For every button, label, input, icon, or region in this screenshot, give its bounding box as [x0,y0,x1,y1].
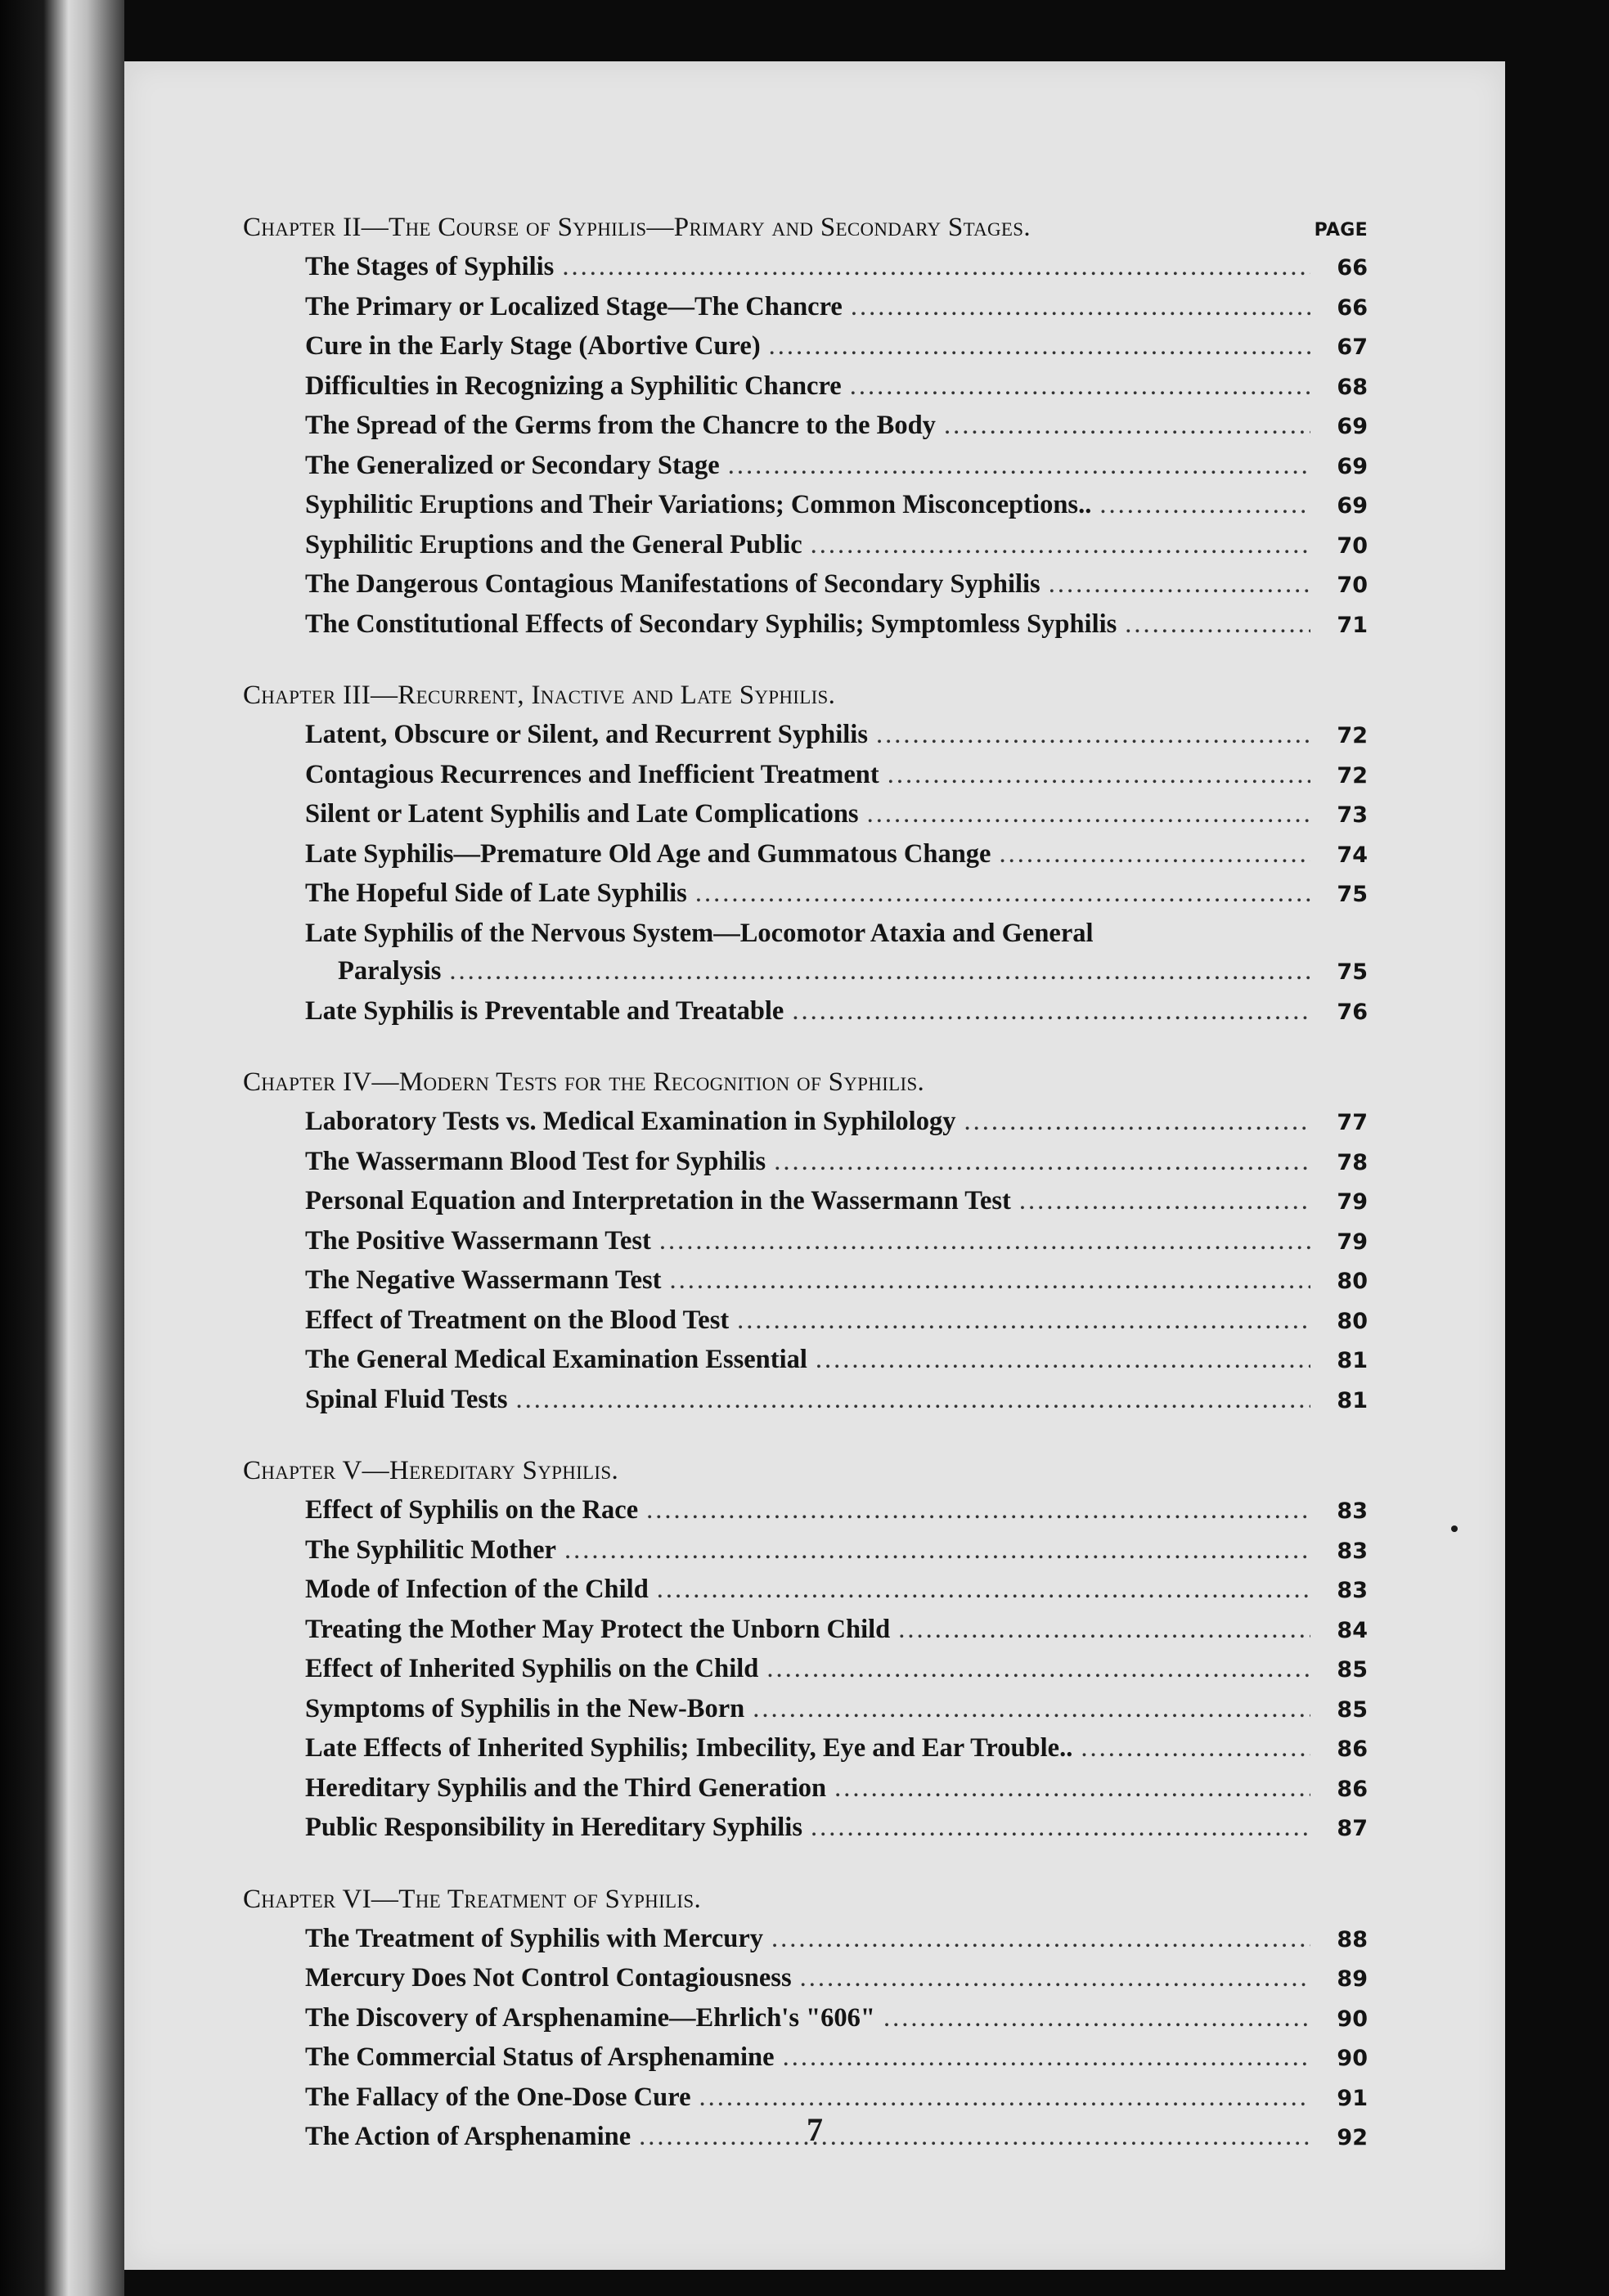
entry-page: 66 [1337,255,1368,281]
entry-page: 90 [1337,2046,1368,2071]
toc-entry [305,447,1368,487]
entry-page: 69 [1337,453,1368,479]
entry-title: Late Effects of Inherited Syphilis; Imbecility, Eye and Ear Trouble.. [305,1733,1073,1763]
entry-title: Hereditary Syphilis and the Third Generation [305,1773,827,1803]
chapter-section [243,1456,1368,1849]
entry-title: The Spread of the Germs from the Chancre to the Body [305,411,936,440]
page-column-header: PAGE [1314,220,1368,240]
book-spine [0,0,124,2296]
toc-entry [305,1341,1368,1381]
entry-page: 90 [1337,2006,1368,2032]
scan-speck [1451,1525,1458,1532]
leader-dots [774,1143,1310,1181]
entry-page: 70 [1337,532,1368,559]
entry-page: 70 [1337,573,1368,598]
entry-page: 85 [1337,1657,1368,1683]
entry-page: 72 [1337,723,1368,748]
leader-dots [646,1491,1310,1530]
toc-entry-multiline [305,914,1368,953]
entry-page: 86 [1337,1737,1368,1762]
toc-entry [305,1808,1368,1849]
toc-entry [305,992,1368,1032]
entry-page: 78 [1337,1149,1368,1175]
entry-page: 75 [1337,959,1368,985]
toc-entry [305,565,1368,605]
toc-entry [305,1729,1368,1769]
entry-page: 69 [1337,493,1368,519]
leader-dots [516,1381,1311,1419]
entry-title: The Treatment of Syphilis with Mercury [305,1923,764,1953]
chapter-title: Chapter III—Recurrent, Inactive and Late Syphilis. [243,681,836,710]
entry-page: 81 [1337,1348,1368,1373]
leader-dots [816,1341,1310,1379]
leader-dots [771,1920,1310,1958]
leader-dots [867,795,1310,833]
entry-title: Public Responsibility in Hereditary Syphilis [305,1813,802,1842]
entry-page: 80 [1337,1269,1368,1294]
toc-entry [305,1301,1368,1341]
toc-entry [305,795,1368,835]
entry-title: The Fallacy of the One-Dose Cure [305,2082,691,2112]
entry-title: Spinal Fluid Tests [305,1384,508,1414]
entry-page: 74 [1337,842,1368,868]
toc-entry [305,1769,1368,1809]
leader-dots [769,327,1310,366]
entry-title: Syphilitic Eruptions and Their Variations; Common Misconceptions.. [305,490,1092,519]
chapter-section [243,681,1368,1031]
entry-page: 87 [1337,1816,1368,1841]
leader-dots [888,756,1310,794]
toc-entry [305,716,1368,756]
entry-page: 75 [1337,882,1368,907]
toc-entry [305,1261,1368,1301]
entry-title: Mode of Infection of the Child [305,1575,649,1604]
chapter-title: Chapter II—The Course of Syphilis—Primary and Secondary Stages. [243,213,1031,242]
leader-dots [1019,1182,1310,1220]
entry-title: Treating the Mother May Protect the Unborn Child [305,1614,891,1644]
entry-page: 76 [1337,999,1368,1025]
leader-dots [944,407,1310,445]
toc-entry [305,1920,1368,1960]
toc-entry [305,1650,1368,1690]
toc-entry [305,1182,1368,1222]
entry-title: Difficulties in Recognizing a Syphilitic Chancre [305,371,842,401]
leader-dots [851,288,1310,326]
chapter-title: Chapter VI—The Treatment of Syphilis. [243,1884,701,1914]
entry-page: 92 [1337,2125,1368,2150]
toc-entry [305,327,1368,367]
chapter-section [243,1067,1368,1420]
toc-entry [305,1143,1368,1183]
leader-dots [564,1531,1310,1570]
entry-page: 73 [1337,802,1368,828]
leader-dots [800,1959,1310,1997]
entry-page: 88 [1337,1926,1368,1952]
entry-title: The Action of Arsphenamine [305,2122,631,2151]
toc-entry [305,526,1368,566]
toc-entry [305,874,1368,914]
toc-entry [305,1531,1368,1571]
entry-title: The Wassermann Blood Test for Syphilis [305,1146,766,1176]
toc-entry [305,1999,1368,2039]
table-of-contents [243,213,1368,2194]
leader-dots [898,1611,1310,1649]
toc-entry [305,835,1368,875]
toc-entry [305,288,1368,328]
entry-title: The Generalized or Secondary Stage [305,450,720,480]
leader-dots [834,1769,1310,1808]
toc-entry [305,1570,1368,1611]
toc-entry [305,1222,1368,1262]
leader-dots [695,874,1310,913]
entry-title: The General Medical Examination Essential [305,1345,807,1374]
leader-dots [1049,565,1310,604]
entry-page: 71 [1337,612,1368,638]
entry-title: Mercury Does Not Control Contagiousness [305,1963,792,1993]
entry-title: The Dangerous Contagious Manifestations of Secondary Syphilis [305,569,1040,599]
leader-dots [657,1570,1310,1609]
leader-dots [562,248,1310,286]
entry-page: 91 [1337,2085,1368,2111]
entry-title: The Negative Wassermann Test [305,1265,662,1295]
toc-entry [305,1103,1368,1143]
leader-dots [766,1650,1310,1688]
entry-page: 85 [1337,1696,1368,1723]
entry-page: 72 [1337,762,1368,789]
toc-entry [305,248,1368,288]
toc-entry [305,1611,1368,1651]
entry-title: Symptoms of Syphilis in the New-Born [305,1693,745,1723]
entry-title: Effect of Treatment on the Blood Test [305,1305,730,1335]
entry-title: Syphilitic Eruptions and the General Public [305,529,802,559]
entry-title: The Positive Wassermann Test [305,1225,651,1256]
entry-title: The Commercial Status of Arsphenamine [305,2042,775,2072]
leader-dots [811,1808,1310,1847]
entry-page: 80 [1337,1308,1368,1334]
entry-page: 83 [1337,1538,1368,1564]
toc-entry [305,367,1368,407]
toc-entry [305,1959,1368,1999]
leader-dots [811,526,1310,564]
leader-dots [876,716,1310,754]
entry-page: 86 [1337,1776,1368,1802]
entry-title: Effect of Syphilis on the Race [305,1495,639,1525]
leader-dots [669,1261,1310,1300]
entry-page: 68 [1337,374,1368,400]
toc-entry [305,486,1368,526]
entry-page: 77 [1337,1110,1368,1135]
entry-title: Late Syphilis—Premature Old Age and Gummatous Change [305,838,991,869]
entry-page: 89 [1337,1966,1368,1992]
leader-dots [1125,605,1310,644]
entry-page: 83 [1337,1578,1368,1603]
chapter-title: Chapter IV—Modern Tests for the Recognition of Syphilis. [243,1067,925,1097]
leader-dots [792,992,1310,1031]
entry-title: Late Syphilis of the Nervous System—Locomotor Ataxia and General [305,918,1094,948]
chapter-heading [243,1067,1368,1098]
entry-page: 84 [1337,1617,1368,1643]
entry-page: 69 [1337,414,1368,439]
page-number: 7 [807,2111,823,2148]
entry-page: 81 [1337,1387,1368,1413]
leader-dots [728,447,1310,485]
leader-dots [883,1999,1310,2038]
entry-page: 66 [1337,294,1368,321]
toc-entry [305,2038,1368,2078]
entry-page: 79 [1337,1189,1368,1215]
toc-entry [305,756,1368,796]
toc-entry [305,1381,1368,1421]
entry-title: Late Syphilis is Preventable and Treatable [305,995,784,1026]
leader-dots [659,1222,1310,1260]
entry-title: The Stages of Syphilis [305,252,555,281]
entry-page: 67 [1337,335,1368,360]
leader-dots [1099,486,1310,524]
chapter-section [243,213,1368,645]
entry-title: Cure in the Early Stage (Abortive Cure) [305,331,761,361]
leader-dots [999,835,1310,874]
chapter-heading [243,1885,1368,1915]
leader-dots [850,367,1310,406]
leader-dots [964,1103,1310,1141]
entry-page: 83 [1337,1498,1368,1524]
leader-dots [449,952,1310,991]
entry-title: The Hopeful Side of Late Syphilis [305,878,687,908]
entry-title: Latent, Obscure or Silent, and Recurrent Syphilis [305,720,868,749]
leader-dots [737,1301,1310,1340]
toc-entry [305,605,1368,645]
entry-title-continued: Paralysis [338,956,442,986]
entry-title: The Constitutional Effects of Secondary Syphilis; Symptomless Syphilis [305,609,1117,639]
toc-entry-continuation [305,952,1368,992]
leader-dots [753,1690,1310,1728]
entry-title: Silent or Latent Syphilis and Late Complications [305,799,859,829]
entry-title: The Primary or Localized Stage—The Chancre [305,291,843,321]
chapter-heading [243,681,1368,711]
leader-dots [783,2038,1310,2077]
entry-title: Laboratory Tests vs. Medical Examination in Syphilology [305,1107,956,1136]
entry-page: 79 [1337,1229,1368,1255]
toc-entry [305,407,1368,447]
chapter-heading [243,1456,1368,1486]
entry-title: The Syphilitic Mother [305,1534,556,1565]
entry-title: The Discovery of Arsphenamine—Ehrlich's "606" [305,2002,875,2033]
leader-dots [1081,1729,1310,1768]
entry-title: Contagious Recurrences and Inefficient Treatment [305,759,879,789]
page-sheet [124,61,1505,2270]
toc-entry [305,1491,1368,1531]
chapter-heading [243,213,1368,243]
entry-title: Personal Equation and Interpretation in the Wassermann Test [305,1186,1011,1215]
chapter-title: Chapter V—Hereditary Syphilis. [243,1456,619,1485]
toc-entry [305,1690,1368,1730]
entry-title: Effect of Inherited Syphilis on the Child [305,1654,759,1683]
